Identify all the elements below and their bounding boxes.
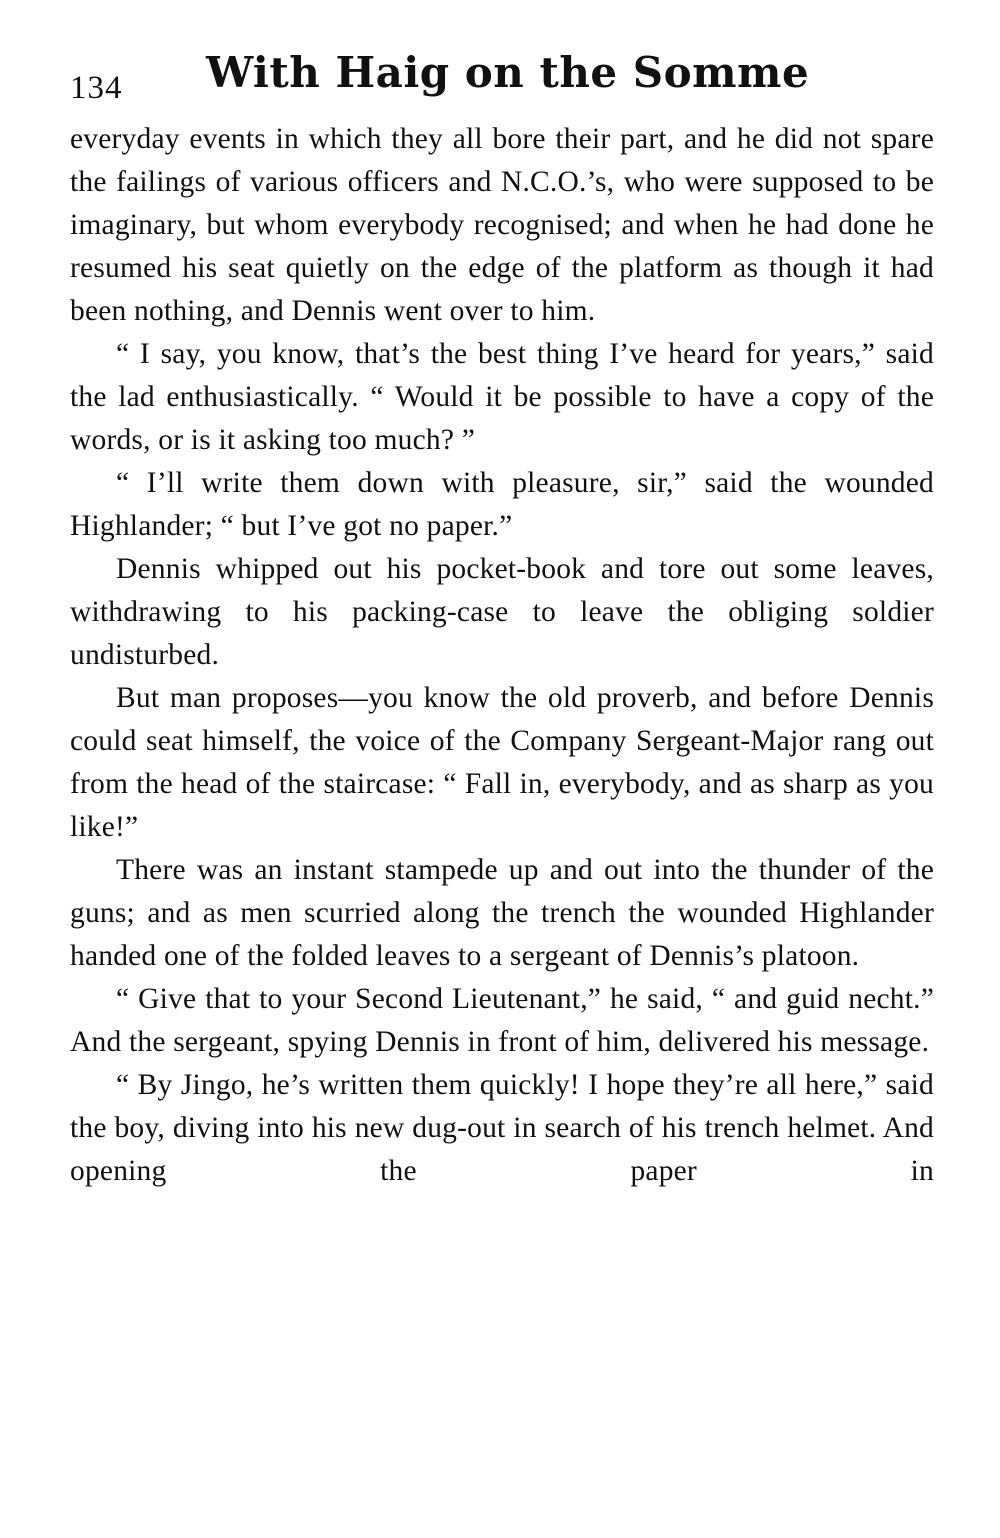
paragraph: But man proposes—you know the old proverb, and before Dennis could seat himself, the voice of the Company Sergeant-Major rang out from the head of the staircase: “ Fall in, everybody, and as sharp as you like!” (70, 682, 934, 843)
paragraph: There was an instant stampede up and out into the thunder of the guns; and as men scurried along the trench the wounded Highlander handed one of the folded leaves to a sergeant of Dennis’s platoon. (70, 854, 934, 972)
paragraph: “ I say, you know, that’s the best thing I’ve heard for years,” said the lad enthusiastically. “ Would it be possible to have a copy of the words, or is it asking too much? ” (70, 338, 934, 456)
book-page (70, 48, 934, 1193)
page-number: 134 (70, 70, 123, 106)
running-title: With Haig on the Somme (206, 48, 810, 97)
body-text (70, 118, 934, 1193)
paragraph: “ I’ll write them down with pleasure, sir,” said the wounded Highlander; “ but I’ve got no paper.” (70, 467, 934, 542)
paragraph: “ Give that to your Second Lieutenant,” he said, “ and guid necht.” And the sergeant, spying Dennis in front of him, delivered his message. (70, 983, 934, 1058)
paragraph: “ By Jingo, he’s written them quickly! I hope they’re all here,” said the boy, diving into his new dug-out in search of his trench helmet. And opening the paper in (70, 1069, 934, 1187)
paragraph: everyday events in which they all bore their part, and he did not spare the failings of various officers and N.C.O.’s, who were supposed to be imaginary, but whom everybody recognised; and when he had done he resumed his seat quietly on the edge of the platform as though it had been nothing, and Dennis went over to him. (70, 123, 934, 327)
paragraph: Dennis whipped out his pocket-book and tore out some leaves, withdrawing to his packing-case to leave the obliging soldier undisturbed. (70, 553, 934, 671)
page-header (70, 48, 934, 112)
